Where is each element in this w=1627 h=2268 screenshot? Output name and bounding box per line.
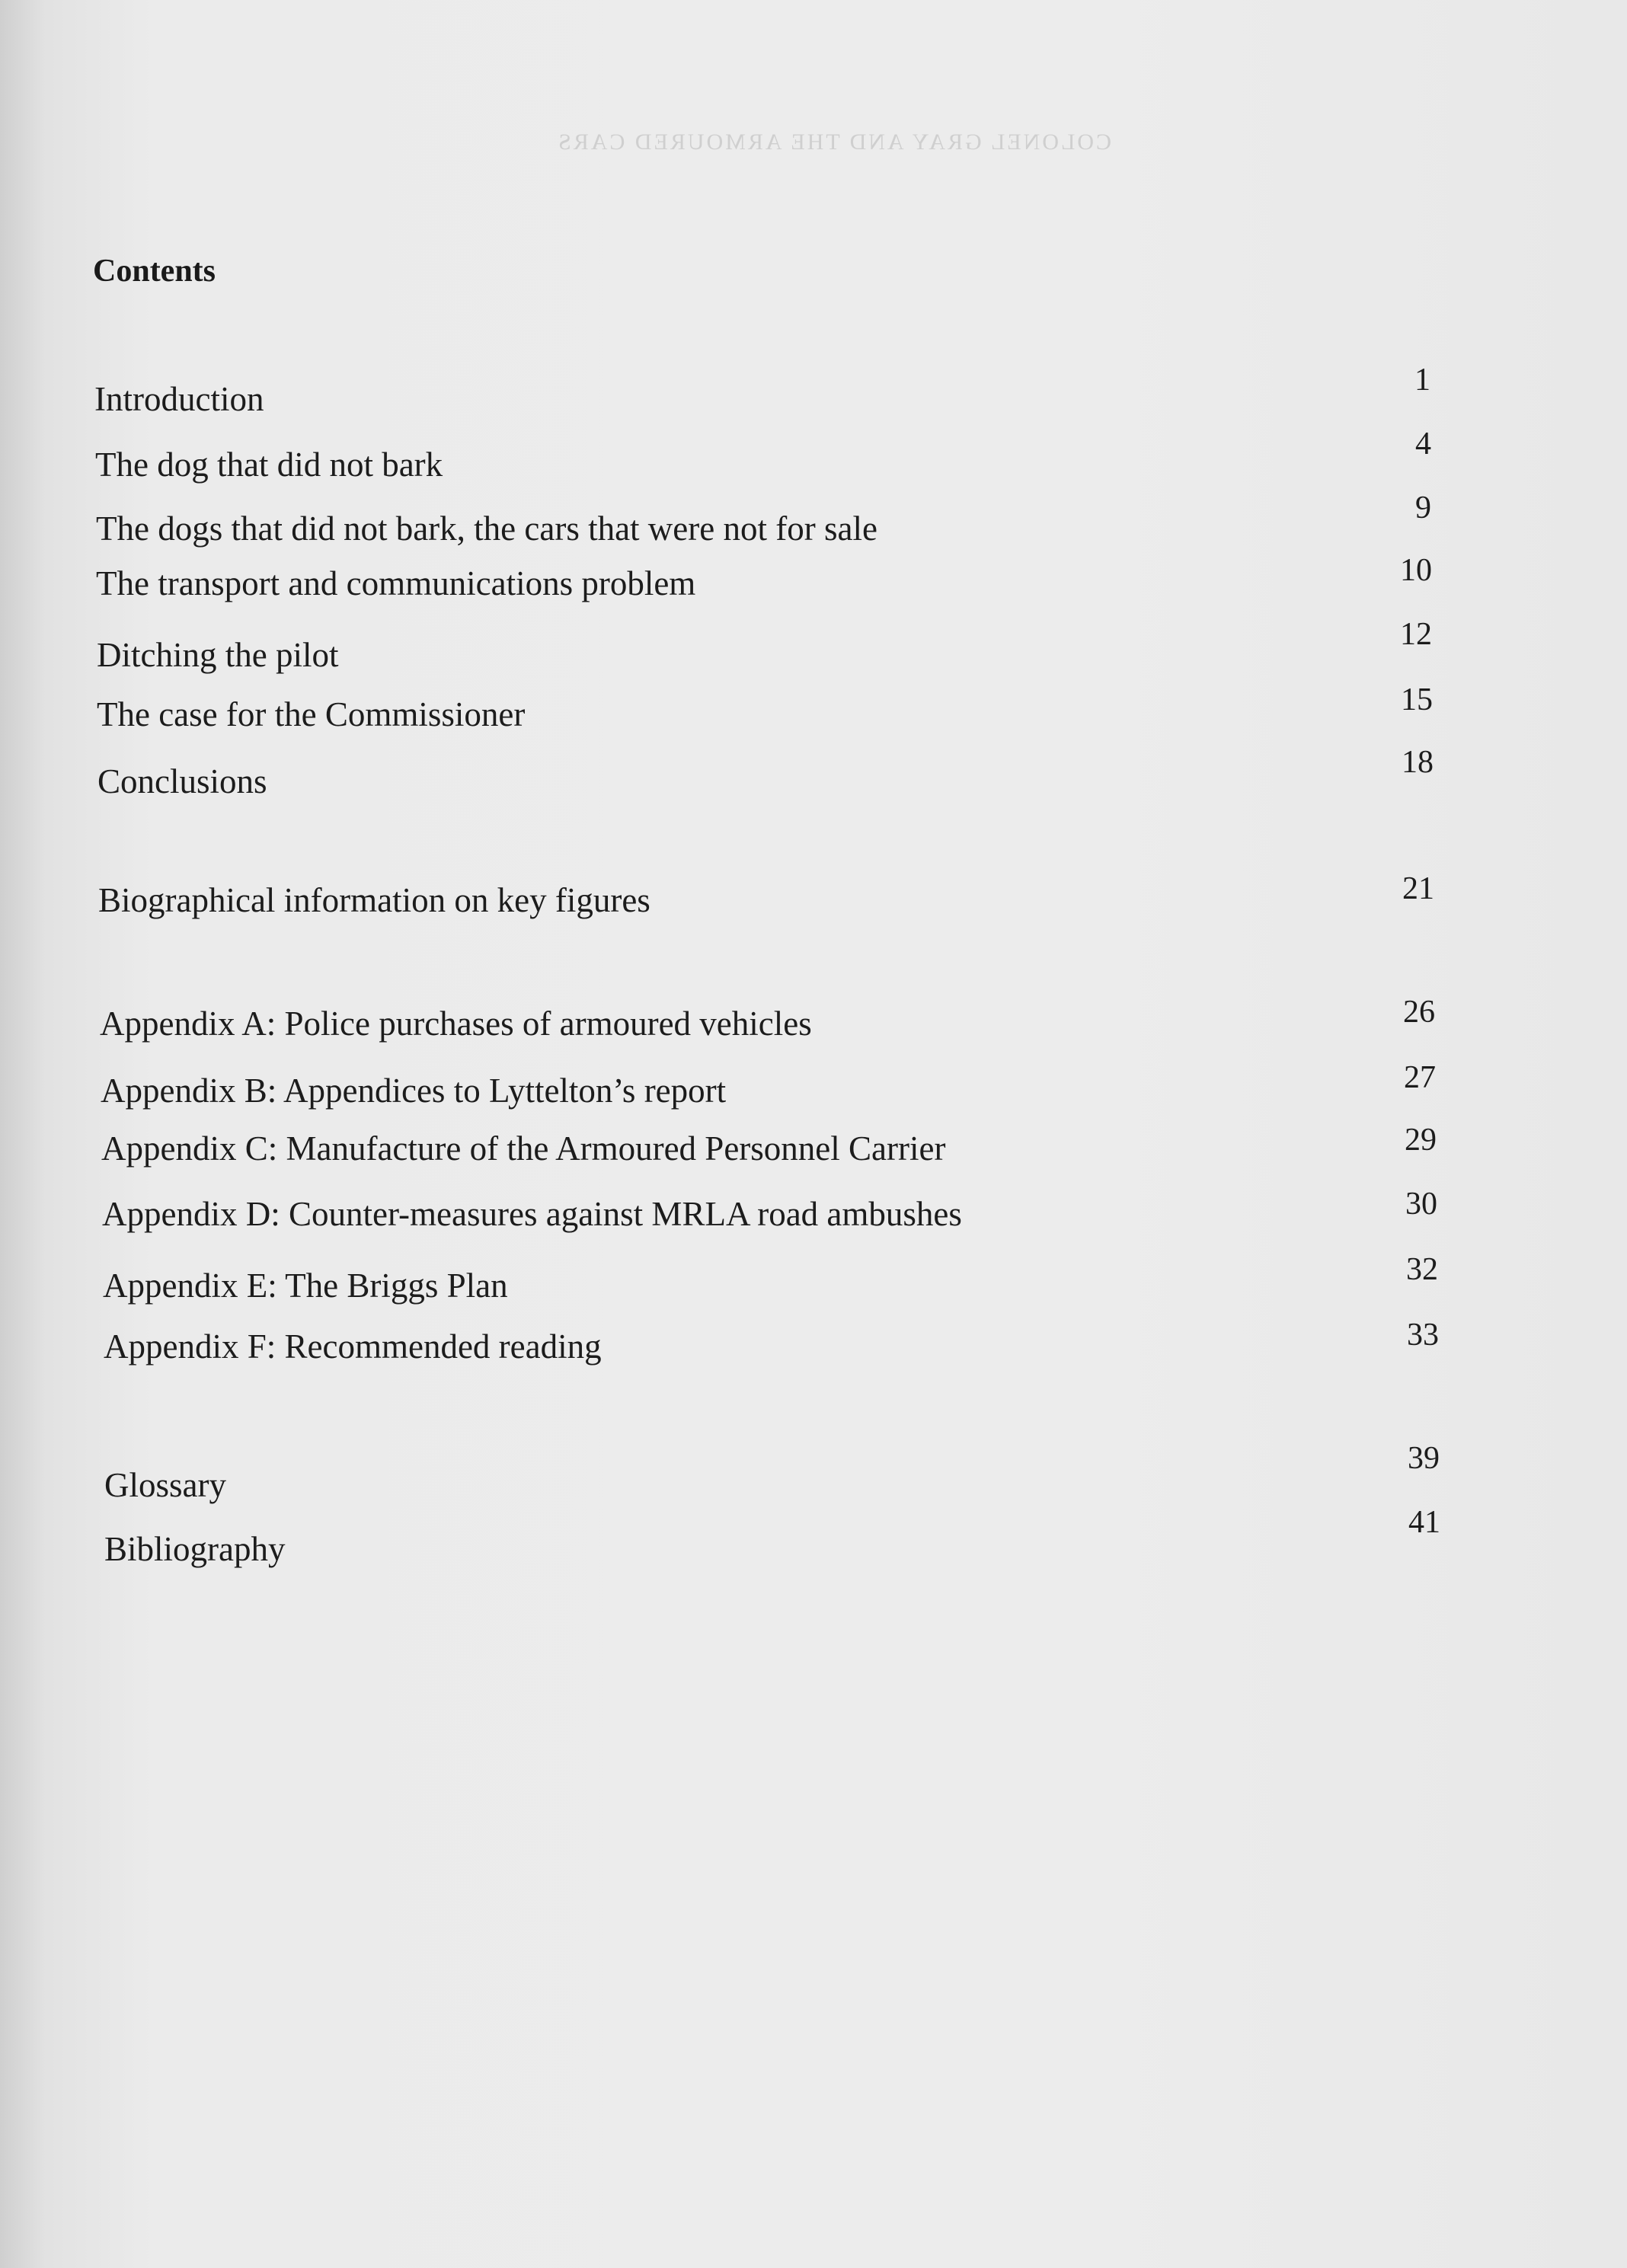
toc-entry-title: The transport and communications problem xyxy=(96,564,696,602)
toc-entry-title: The dog that did not bark xyxy=(95,446,443,484)
toc-entry-title: Introduction xyxy=(94,380,264,418)
toc-entry-page: 9 xyxy=(1415,490,1431,525)
toc-entry-page: 41 xyxy=(1408,1505,1440,1540)
toc-entry-title: Appendix F: Recommended reading xyxy=(104,1327,602,1366)
toc-entry-page: 21 xyxy=(1402,871,1434,906)
toc-entry-page: 10 xyxy=(1400,553,1432,588)
toc-entry-page: 29 xyxy=(1405,1123,1437,1158)
toc-entry-title: Appendix D: Counter-measures against MRLA road ambushes xyxy=(102,1195,962,1233)
toc-entry-title: Conclusions xyxy=(97,762,267,800)
toc-entry-page: 12 xyxy=(1400,617,1432,652)
toc-entry-page: 27 xyxy=(1404,1060,1436,1095)
toc-entry-title: Biographical information on key figures xyxy=(98,881,650,919)
toc-entry-page: 15 xyxy=(1401,682,1433,717)
toc-entry-title: The dogs that did not bark, the cars that were not for sale xyxy=(96,510,877,548)
toc-entry-page: 4 xyxy=(1415,426,1431,462)
toc-entry-page: 18 xyxy=(1402,745,1434,780)
toc-entry-title: Glossary xyxy=(104,1466,226,1504)
bleed-through-header: COLONEL GRAY AND THE ARMOURED CARS xyxy=(556,129,1112,155)
toc-entry-title: The case for the Commissioner xyxy=(97,695,526,733)
toc-entry-page: 33 xyxy=(1407,1318,1439,1353)
toc-entry-title: Appendix A: Police purchases of armoured vehicles xyxy=(100,1005,812,1043)
toc-entry-page: 32 xyxy=(1406,1252,1438,1287)
toc-entry-page: 1 xyxy=(1414,363,1430,398)
toc-entry-page: 26 xyxy=(1403,995,1435,1030)
toc-entry-title: Bibliography xyxy=(104,1530,286,1568)
contents-heading: Contents xyxy=(93,254,216,289)
toc-entry-page: 39 xyxy=(1408,1441,1440,1476)
toc-entry-title: Ditching the pilot xyxy=(97,636,339,674)
toc-entry-title: Appendix E: The Briggs Plan xyxy=(103,1267,508,1305)
toc-entry-page: 30 xyxy=(1405,1187,1437,1222)
toc-entry-title: Appendix B: Appendices to Lyttelton’s report xyxy=(101,1072,727,1110)
toc-entry-title: Appendix C: Manufacture of the Armoured Personnel Carrier xyxy=(101,1129,946,1168)
